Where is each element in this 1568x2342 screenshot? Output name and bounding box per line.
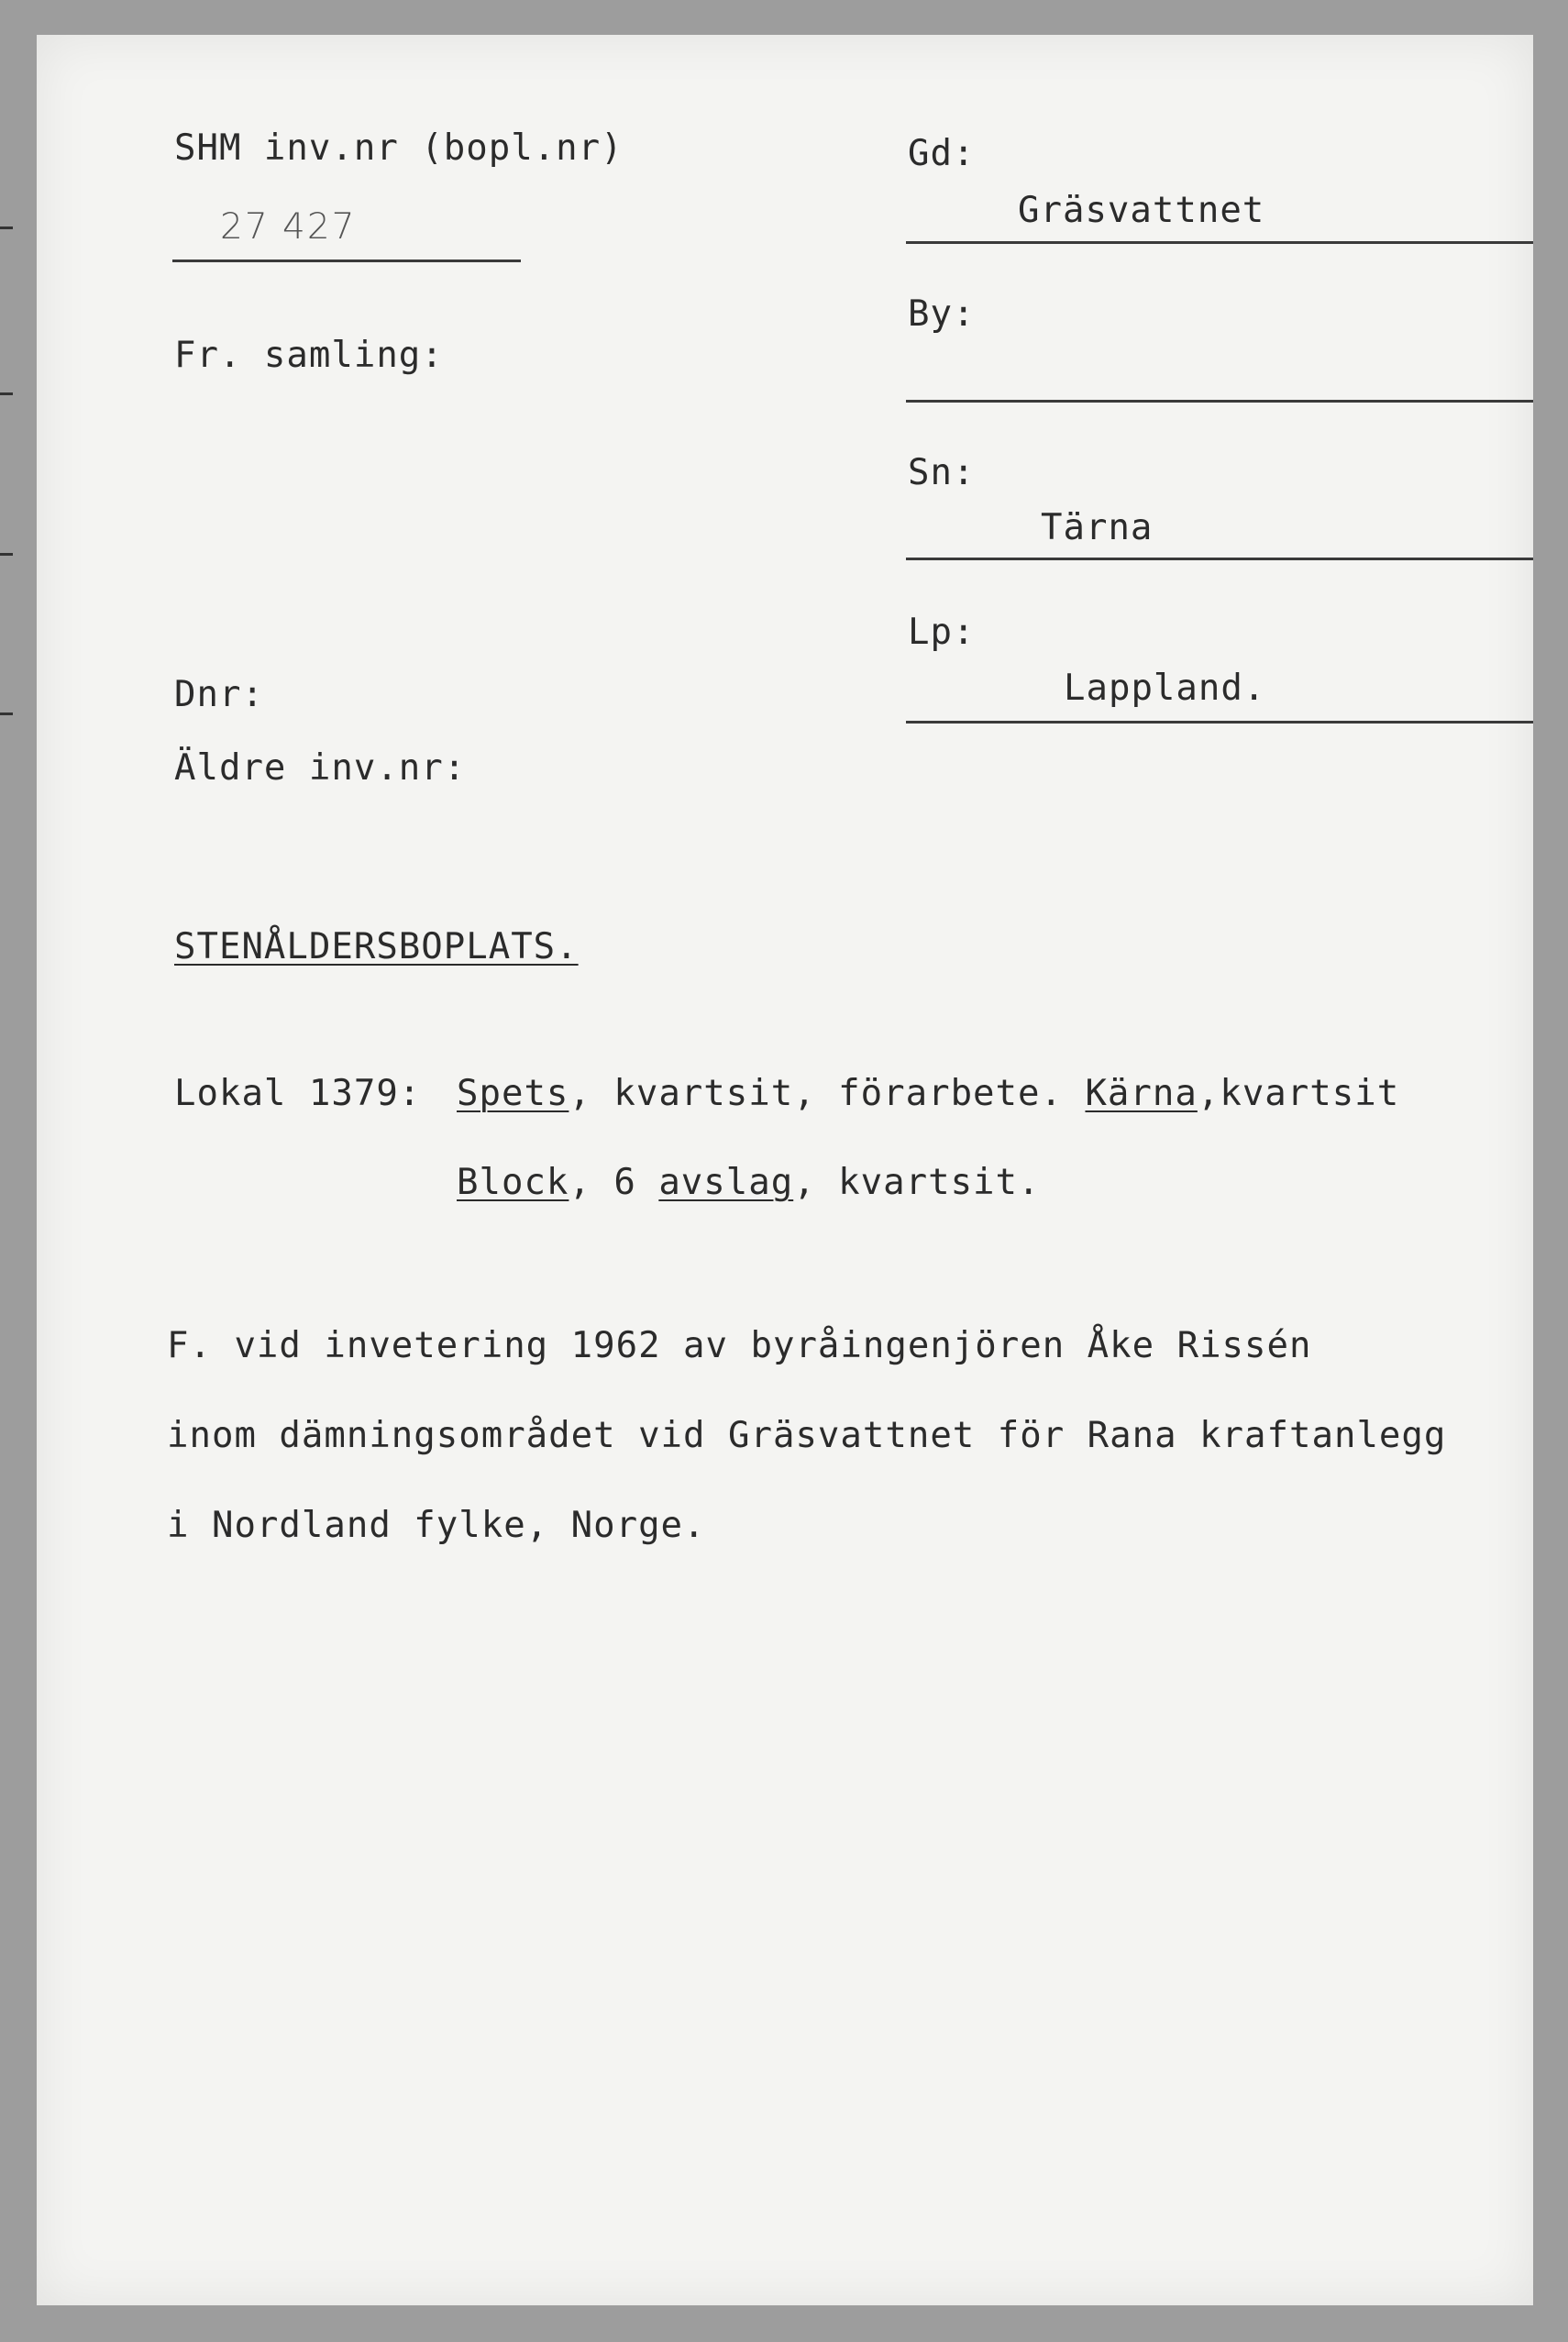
find-line-1-text-2: ,kvartsit	[1197, 1073, 1400, 1114]
find-avslag: avslag	[658, 1162, 794, 1203]
find-line-1-text: , kvartsit, förarbete.	[569, 1073, 1086, 1114]
lp-label: Lp:	[908, 612, 976, 653]
inv-label: SHM inv.nr (bopl.nr)	[174, 127, 624, 169]
catalog-card	[37, 35, 1533, 2305]
edge-mark	[0, 713, 13, 715]
gd-value: Gräsvattnet	[1018, 190, 1265, 231]
find-line-1	[457, 1073, 1400, 1114]
note-line-2: inom dämningsområdet vid Gräsvattnet för Rana kraftanlegg	[167, 1415, 1447, 1456]
find-line-2-text: , 6	[569, 1162, 659, 1203]
find-line-2-text-2: , kvartsit.	[793, 1162, 1041, 1203]
site-title: STENÅLDERSBOPLATS.	[174, 926, 579, 967]
dnr-label: Dnr:	[174, 674, 264, 715]
by-label: By:	[908, 293, 976, 335]
edge-mark	[0, 553, 13, 556]
find-block: Block	[457, 1162, 569, 1203]
note-line-1: F. vid invetering 1962 av byråingenjören Åke Rissén	[167, 1325, 1312, 1366]
find-line-2	[457, 1162, 1041, 1203]
gd-rule	[906, 241, 1533, 244]
by-rule	[906, 400, 1533, 403]
sn-value: Tärna	[1041, 507, 1154, 548]
aldre-inv-label: Äldre inv.nr:	[174, 747, 467, 789]
sn-label: Sn:	[908, 452, 976, 493]
edge-mark	[0, 392, 13, 395]
sn-rule	[906, 558, 1533, 560]
gd-label: Gd:	[908, 133, 976, 174]
find-karna: Kärna	[1085, 1073, 1198, 1114]
inv-rule	[172, 260, 521, 262]
lp-value: Lappland.	[1064, 668, 1266, 709]
find-spets: Spets	[457, 1073, 569, 1114]
note-line-3: i Nordland fylke, Norge.	[167, 1505, 706, 1546]
lp-rule	[906, 721, 1533, 724]
inv-value: 27 427	[220, 206, 357, 248]
lokal-label: Lokal 1379:	[174, 1073, 422, 1114]
edge-mark	[0, 226, 13, 229]
fr-samling-label: Fr. samling:	[174, 335, 444, 376]
